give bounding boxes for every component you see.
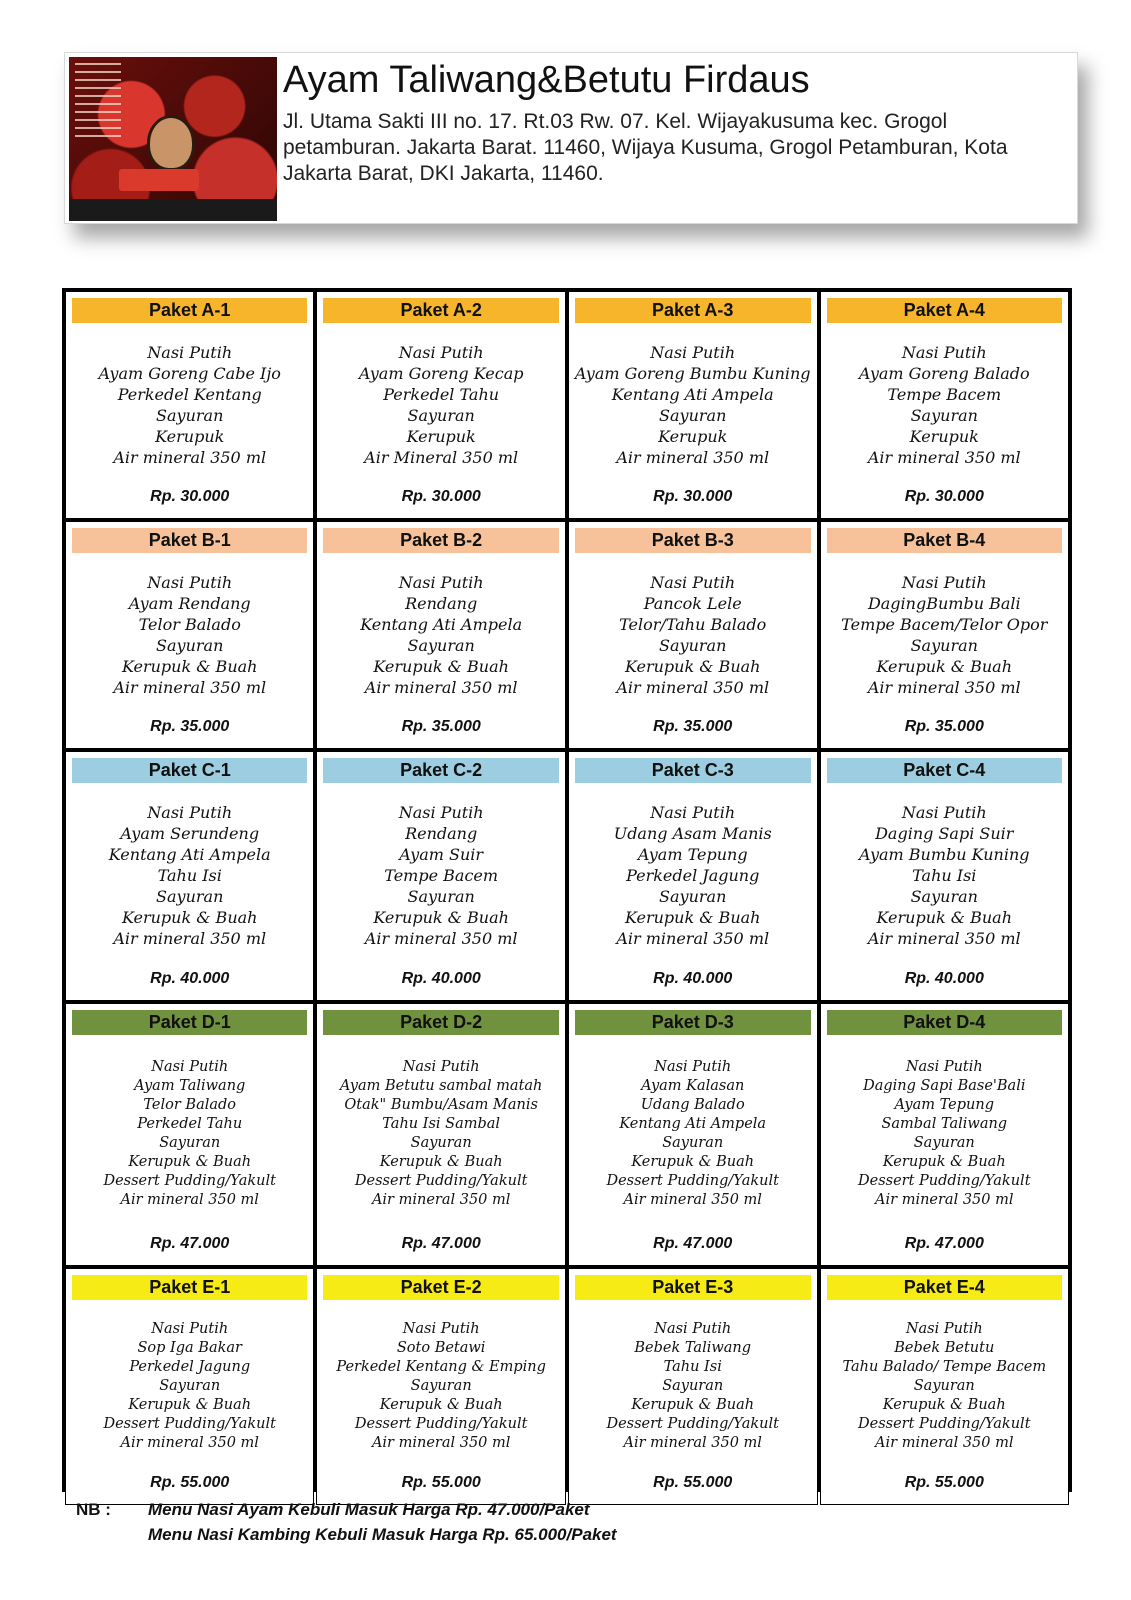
package-price: Rp. 47.000 [150, 1235, 230, 1252]
logo-contact-strip [69, 199, 277, 221]
package-item: Air mineral 350 ml [875, 1192, 1014, 1208]
package-item: Ayam Taliwang [134, 1078, 246, 1094]
package-item: Air mineral 350 ml [616, 447, 770, 467]
package-price: Rp. 47.000 [904, 1235, 984, 1252]
package-items [571, 1300, 815, 1468]
package-item: Air mineral 350 ml [616, 929, 770, 948]
package-item: Rendang [405, 593, 478, 613]
package-price: Rp. 55.000 [904, 1474, 984, 1491]
package-price: Rp. 35.000 [401, 718, 481, 735]
package-card [317, 1269, 564, 1504]
package-card [66, 292, 313, 518]
menu-package-grid [62, 288, 1072, 1492]
package-item: Air mineral 350 ml [364, 929, 518, 948]
restaurant-name: Ayam Taliwang&Betutu Firdaus [283, 59, 810, 101]
package-item: Nasi Putih [654, 1059, 732, 1075]
package-items [319, 323, 562, 482]
package-item: Dessert Pudding/Yakult [103, 1415, 276, 1432]
logo-menu-list-graphic [75, 63, 121, 143]
package-price: Rp. 47.000 [401, 1235, 481, 1252]
package-item: Tempe Bacem [384, 866, 499, 885]
package-item: Tahu Isi [157, 866, 222, 885]
package-items [68, 323, 311, 482]
package-item: Air mineral 350 ml [371, 1192, 511, 1208]
package-item: Sayuran [407, 887, 475, 906]
package-item: Nasi Putih [398, 803, 484, 822]
package-price: Rp. 40.000 [150, 970, 230, 987]
chef-portrait-graphic [147, 115, 195, 171]
package-items [68, 553, 311, 712]
package-item: Nasi Putih [905, 1059, 983, 1075]
package-card [821, 752, 1068, 1000]
package-item: Tahu Isi [912, 866, 977, 885]
package-price: Rp. 35.000 [904, 718, 984, 735]
package-item: Ayam Goreng Bumbu Kuning [574, 363, 811, 383]
package-item: Rendang [405, 824, 478, 843]
package-price: Rp. 35.000 [653, 718, 733, 735]
package-items [571, 783, 815, 964]
package-item: Nasi Putih [398, 572, 484, 592]
package-name: Paket E-1 [72, 1275, 307, 1300]
package-item: Telor Balado [138, 614, 241, 634]
package-card [569, 752, 817, 1000]
package-item: Daging Sapi Base'Bali [863, 1078, 1026, 1094]
package-name: Paket A-3 [575, 298, 811, 323]
package-item: Air Mineral 350 ml [364, 447, 519, 467]
package-item: Sayuran [910, 887, 978, 906]
package-item: Bebek Taliwang [634, 1339, 752, 1356]
package-price: Rp. 30.000 [150, 488, 230, 505]
package-price: Rp. 47.000 [653, 1235, 733, 1252]
package-items [319, 553, 562, 712]
package-item: Kerupuk & Buah [624, 908, 761, 927]
package-item: Kerupuk & Buah [882, 1154, 1006, 1170]
package-item: Kerupuk [155, 426, 225, 446]
package-item: Kentang Ati Ampela [360, 614, 523, 634]
package-item: Ayam Bumbu Kuning [859, 845, 1030, 864]
package-card [821, 1004, 1068, 1265]
package-item: Nasi Putih [151, 1320, 229, 1337]
package-item: Nasi Putih [654, 1320, 732, 1337]
package-item: Nasi Putih [151, 1059, 229, 1075]
package-item: Nasi Putih [402, 1059, 480, 1075]
package-name: Paket A-2 [323, 298, 558, 323]
package-item: Ayam Suir [399, 845, 484, 864]
package-item: Perkedel Kentang [117, 384, 262, 404]
package-item: Nasi Putih [901, 803, 987, 822]
package-item: Air mineral 350 ml [875, 1434, 1014, 1451]
package-items [823, 1300, 1066, 1468]
package-item: Air mineral 350 ml [120, 1192, 259, 1208]
package-name: Paket A-1 [72, 298, 307, 323]
package-card [317, 522, 564, 748]
package-items [319, 1300, 562, 1468]
package-price: Rp. 30.000 [904, 488, 984, 505]
package-price: Rp. 55.000 [653, 1474, 733, 1491]
package-item: Sayuran [659, 887, 727, 906]
package-item: Sayuran [410, 1377, 472, 1394]
package-item: Kerupuk & Buah [876, 908, 1013, 927]
package-item: Ayam Goreng Balado [858, 363, 1030, 383]
package-item: Air mineral 350 ml [113, 677, 267, 697]
package-item: Nasi Putih [147, 803, 233, 822]
package-items [68, 1300, 311, 1468]
package-item: Sayuran [156, 405, 224, 425]
package-item: Kerupuk & Buah [373, 656, 509, 676]
package-item: Air mineral 350 ml [867, 929, 1021, 948]
package-items [823, 553, 1066, 712]
package-items [571, 553, 815, 712]
package-card [569, 1004, 817, 1265]
package-item: Sayuran [407, 635, 475, 655]
logo-banner-graphic [119, 169, 199, 191]
restaurant-header [64, 52, 1078, 224]
package-card [821, 1269, 1068, 1504]
package-item: Dessert Pudding/Yakult [103, 1173, 276, 1189]
package-item: Soto Betawi [396, 1339, 486, 1356]
package-item: Tempe Bacem [887, 384, 1002, 404]
package-item: Nasi Putih [905, 1320, 983, 1337]
package-items [68, 1035, 311, 1229]
package-item: Sayuran [662, 1135, 724, 1151]
package-card [66, 1004, 313, 1265]
package-item: Ayam Serundeng [120, 824, 260, 843]
package-name: Paket A-4 [827, 298, 1062, 323]
package-item: Nasi Putih [402, 1320, 480, 1337]
package-card [66, 1269, 313, 1504]
package-item: Kentang Ati Ampela [108, 845, 271, 864]
package-item: Kerupuk & Buah [121, 908, 258, 927]
package-item: Tahu Isi [663, 1358, 722, 1375]
package-items [319, 1035, 562, 1229]
package-item: Tahu Isi Sambal [382, 1116, 501, 1132]
package-item: Kerupuk & Buah [631, 1154, 755, 1170]
package-item: Ayam Rendang [128, 593, 251, 613]
package-item: Ayam Betutu sambal matah [339, 1078, 543, 1094]
package-items [68, 783, 311, 964]
package-item: Air mineral 350 ml [364, 677, 518, 697]
package-name: Paket C-4 [827, 758, 1062, 783]
package-item: Perkedel Jagung [129, 1358, 251, 1375]
package-item: Sayuran [659, 405, 727, 425]
package-item: Air mineral 350 ml [113, 929, 267, 948]
package-item: Sayuran [159, 1377, 221, 1394]
package-item: Telor/Tahu Balado [619, 614, 767, 634]
package-item: Kerupuk & Buah [121, 656, 258, 676]
package-name: Paket D-4 [827, 1010, 1062, 1035]
package-item: Air mineral 350 ml [623, 1192, 762, 1208]
package-item: Kerupuk & Buah [373, 908, 509, 927]
package-item: Nasi Putih [650, 803, 736, 822]
package-item: Kentang Ati Ampela [619, 1116, 767, 1132]
package-item: Nasi Putih [650, 572, 736, 592]
package-name: Paket E-3 [575, 1275, 811, 1300]
package-item: Sayuran [910, 635, 978, 655]
package-item: Perkedel Tahu [383, 384, 500, 404]
package-item: Sayuran [913, 1135, 975, 1151]
package-item: Nasi Putih [901, 342, 987, 362]
package-name: Paket D-2 [323, 1010, 558, 1035]
package-item: Dessert Pudding/Yakult [606, 1415, 779, 1432]
package-item: Ayam Kalasan [641, 1078, 745, 1094]
package-item: Sayuran [659, 635, 727, 655]
package-price: Rp. 55.000 [150, 1474, 230, 1491]
package-items [571, 323, 815, 482]
package-card [821, 292, 1068, 518]
package-item: Kerupuk [658, 426, 728, 446]
package-item: Perkedel Tahu [137, 1116, 243, 1132]
package-item: Tahu Balado/ Tempe Bacem [842, 1358, 1047, 1375]
note-line: Menu Nasi Kambing Kebuli Masuk Harga Rp. 65.000/Paket [148, 1525, 617, 1544]
package-item: Tempe Bacem/Telor Opor [841, 614, 1048, 634]
package-item: Kerupuk & Buah [379, 1154, 503, 1170]
package-item: Air mineral 350 ml [120, 1434, 259, 1451]
package-item: Air mineral 350 ml [371, 1434, 511, 1451]
package-item: Sayuran [156, 635, 224, 655]
package-items [823, 1035, 1066, 1229]
package-item: Ayam Goreng Kecap [358, 363, 524, 383]
package-item: Sop Iga Bakar [137, 1339, 242, 1356]
package-name: Paket B-1 [72, 528, 307, 553]
package-item: Udang Balado [640, 1097, 745, 1113]
package-item: DagingBumbu Bali [867, 593, 1021, 613]
package-item: Ayam Tepung [637, 845, 748, 864]
package-item: Dessert Pudding/Yakult [606, 1173, 779, 1189]
package-price: Rp. 40.000 [904, 970, 984, 987]
package-item: Sayuran [407, 405, 475, 425]
package-name: Paket B-3 [575, 528, 811, 553]
package-item: Udang Asam Manis [613, 824, 772, 843]
package-price: Rp. 40.000 [653, 970, 733, 987]
package-item: Nasi Putih [650, 342, 736, 362]
package-item: Kerupuk & Buah [128, 1154, 252, 1170]
package-item: Nasi Putih [147, 572, 233, 592]
package-item: Sambal Taliwang [881, 1116, 1008, 1132]
package-card [821, 522, 1068, 748]
package-item: Telor Balado [143, 1097, 237, 1113]
package-item: Sayuran [910, 405, 978, 425]
package-item: Air mineral 350 ml [623, 1434, 762, 1451]
package-item: Ayam Goreng Cabe Ijo [98, 363, 281, 383]
package-price: Rp. 30.000 [401, 488, 481, 505]
package-item: Dessert Pudding/Yakult [354, 1415, 528, 1432]
package-name: Paket D-1 [72, 1010, 307, 1035]
package-item: Perkedel Kentang & Emping [336, 1358, 546, 1375]
package-item: Otak" Bumbu/Asam Manis [344, 1097, 538, 1113]
package-item: Air mineral 350 ml [867, 447, 1021, 467]
package-item: Kentang Ati Ampela [611, 384, 774, 404]
package-item: Sayuran [159, 1135, 221, 1151]
restaurant-address: Jl. Utama Sakti III no. 17. Rt.03 Rw. 07. Kel. Wijayakusuma kec. Grogol petamburan. Jakarta Barat. 11460, Wijaya Kusuma, Grogol Petamburan, Kota Jakarta Barat, DKI Jakarta, 11460. [283, 110, 1008, 185]
package-item: Kerupuk & Buah [624, 656, 761, 676]
package-price: Rp. 55.000 [401, 1474, 481, 1491]
package-item: Dessert Pudding/Yakult [858, 1173, 1031, 1189]
package-item: Dessert Pudding/Yakult [858, 1415, 1031, 1432]
package-name: Paket B-4 [827, 528, 1062, 553]
package-item: Kerupuk [909, 426, 979, 446]
package-item: Kerupuk & Buah [882, 1396, 1006, 1413]
package-item: Nasi Putih [147, 342, 233, 362]
package-item: Nasi Putih [398, 342, 484, 362]
package-name: Paket E-2 [323, 1275, 558, 1300]
package-name: Paket E-4 [827, 1275, 1062, 1300]
package-card [317, 1004, 564, 1265]
package-item: Air mineral 350 ml [113, 447, 267, 467]
package-card [317, 292, 564, 518]
notes-label: NB : [76, 1500, 111, 1519]
package-name: Paket C-2 [323, 758, 558, 783]
package-item: Bebek Betutu [894, 1339, 995, 1356]
package-item: Pancok Lele [643, 593, 742, 613]
package-items [319, 783, 562, 964]
package-name: Paket B-2 [323, 528, 558, 553]
package-name: Paket C-3 [575, 758, 811, 783]
package-item: Air mineral 350 ml [867, 677, 1021, 697]
package-price: Rp. 40.000 [401, 970, 481, 987]
package-item: Nasi Putih [901, 572, 987, 592]
package-item: Perkedel Jagung [626, 866, 760, 885]
package-items [571, 1035, 815, 1229]
package-card [66, 752, 313, 1000]
package-item: Kerupuk [406, 426, 476, 446]
package-item: Ayam Tepung [894, 1097, 994, 1113]
package-card [317, 752, 564, 1000]
package-card [569, 522, 817, 748]
package-item: Sayuran [662, 1377, 724, 1394]
package-item: Kerupuk & Buah [631, 1396, 755, 1413]
package-item: Kerupuk & Buah [128, 1396, 252, 1413]
package-item: Air mineral 350 ml [616, 677, 770, 697]
package-price: Rp. 30.000 [653, 488, 733, 505]
package-item: Kerupuk & Buah [876, 656, 1013, 676]
package-items [823, 783, 1066, 964]
package-item: Sayuran [410, 1135, 472, 1151]
package-name: Paket C-1 [72, 758, 307, 783]
package-item: Daging Sapi Suir [875, 824, 1014, 843]
restaurant-logo-image [69, 57, 277, 221]
note-line: Menu Nasi Ayam Kebuli Masuk Harga Rp. 47.000/Paket [148, 1500, 590, 1519]
package-name: Paket D-3 [575, 1010, 811, 1035]
package-price: Rp. 35.000 [150, 718, 230, 735]
package-item: Sayuran [156, 887, 224, 906]
package-card [569, 292, 817, 518]
package-card [569, 1269, 817, 1504]
package-item: Dessert Pudding/Yakult [354, 1173, 528, 1189]
package-item: Kerupuk & Buah [379, 1396, 503, 1413]
package-items [823, 323, 1066, 482]
package-card [66, 522, 313, 748]
package-item: Sayuran [913, 1377, 975, 1394]
